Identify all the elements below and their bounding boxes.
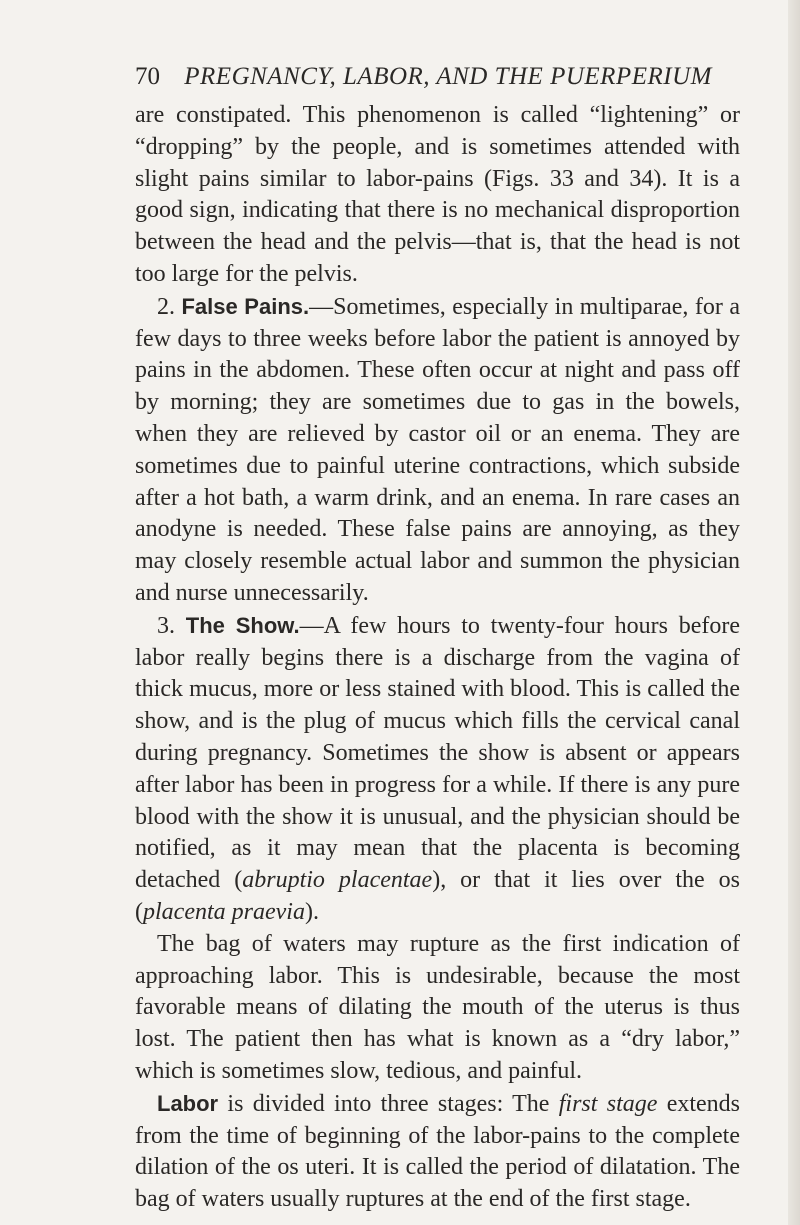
page-edge-shadow (788, 0, 800, 1225)
running-title: PREGNANCY, LABOR, AND THE PUERPERIUM (184, 63, 712, 90)
paragraph-labor-stages (135, 1088, 740, 1216)
italic-term: abruptio placentae (242, 867, 433, 894)
section-heading: The Show. (185, 612, 300, 638)
paragraph-lightening (135, 100, 740, 291)
paragraph-text: is divided into three stages: The (218, 1090, 559, 1117)
paragraph-text: —A few hours to twenty-four hours before labor really begins there is a discharge from the vagina of thick mucus, more or less stained with blood. This is called the show, and is the plug of mucus which fills the cervical canal during pregnancy. Sometimes the show is absent or appears after labor has been in progress for a while. If there is any pure blood with the show it is unusual, and the physician should be notified, as it may mean that the placenta is becoming detached ( (135, 612, 741, 894)
body-text (135, 100, 740, 1216)
italic-term: placenta praevia (143, 898, 305, 925)
section-heading: False Pains. (181, 293, 310, 319)
italic-term: first stage (558, 1090, 658, 1117)
paragraph-text: are constipated. This phenomenon is called “lightening” or “dropping” by the people, and is sometimes attended with slight pains similar to labor-pains (Figs. 33 and 34). It is a good sign, indicating that there is no mechanical disproportion between the head and the pelvis—that is, that the head is not too large for the pelvis. (135, 102, 740, 287)
paragraph-text: ). (304, 898, 319, 925)
paragraph-false-pains (135, 291, 740, 610)
section-heading: Labor (157, 1090, 219, 1116)
section-number: 3. (157, 612, 175, 639)
paragraph-text: extends from the time of beginning of the labor-pains to the complete dilation of the os uteri. It is called the period of dilatation. The bag of waters usually ruptures at the end of the first stage. (135, 1090, 741, 1213)
paragraph-bag-of-waters (135, 929, 740, 1088)
page-number: 70 (135, 63, 160, 90)
running-header (135, 62, 735, 92)
paragraph-the-show (135, 610, 740, 929)
paragraph-text: —Sometimes, especially in multiparae, for a few days to three weeks before labor the patient is annoyed by pains in the abdomen. These often occur at night and pass off by morning; they are sometimes due to gas in the bowels, when they are relieved by castor oil or an enema. They are sometimes due to painful uterine contractions, which subside after a hot bath, a warm drink, and an enema. In rare cases an anodyne is needed. These false pains are annoying, as they may closely resemble actual labor and summon the physician and nurse unnecessarily. (135, 293, 741, 606)
paragraph-text: The bag of waters may rupture as the first indication of approaching labor. This is undesirable, because the most favorable means of dilating the mouth of the uterus is thus lost. The patient then has what is known as a “dry labor,” which is sometimes slow, tedious, and painful. (135, 930, 740, 1084)
section-number: 2. (157, 293, 175, 320)
paragraph-text: ), or that it lies over the os ( (135, 867, 740, 925)
